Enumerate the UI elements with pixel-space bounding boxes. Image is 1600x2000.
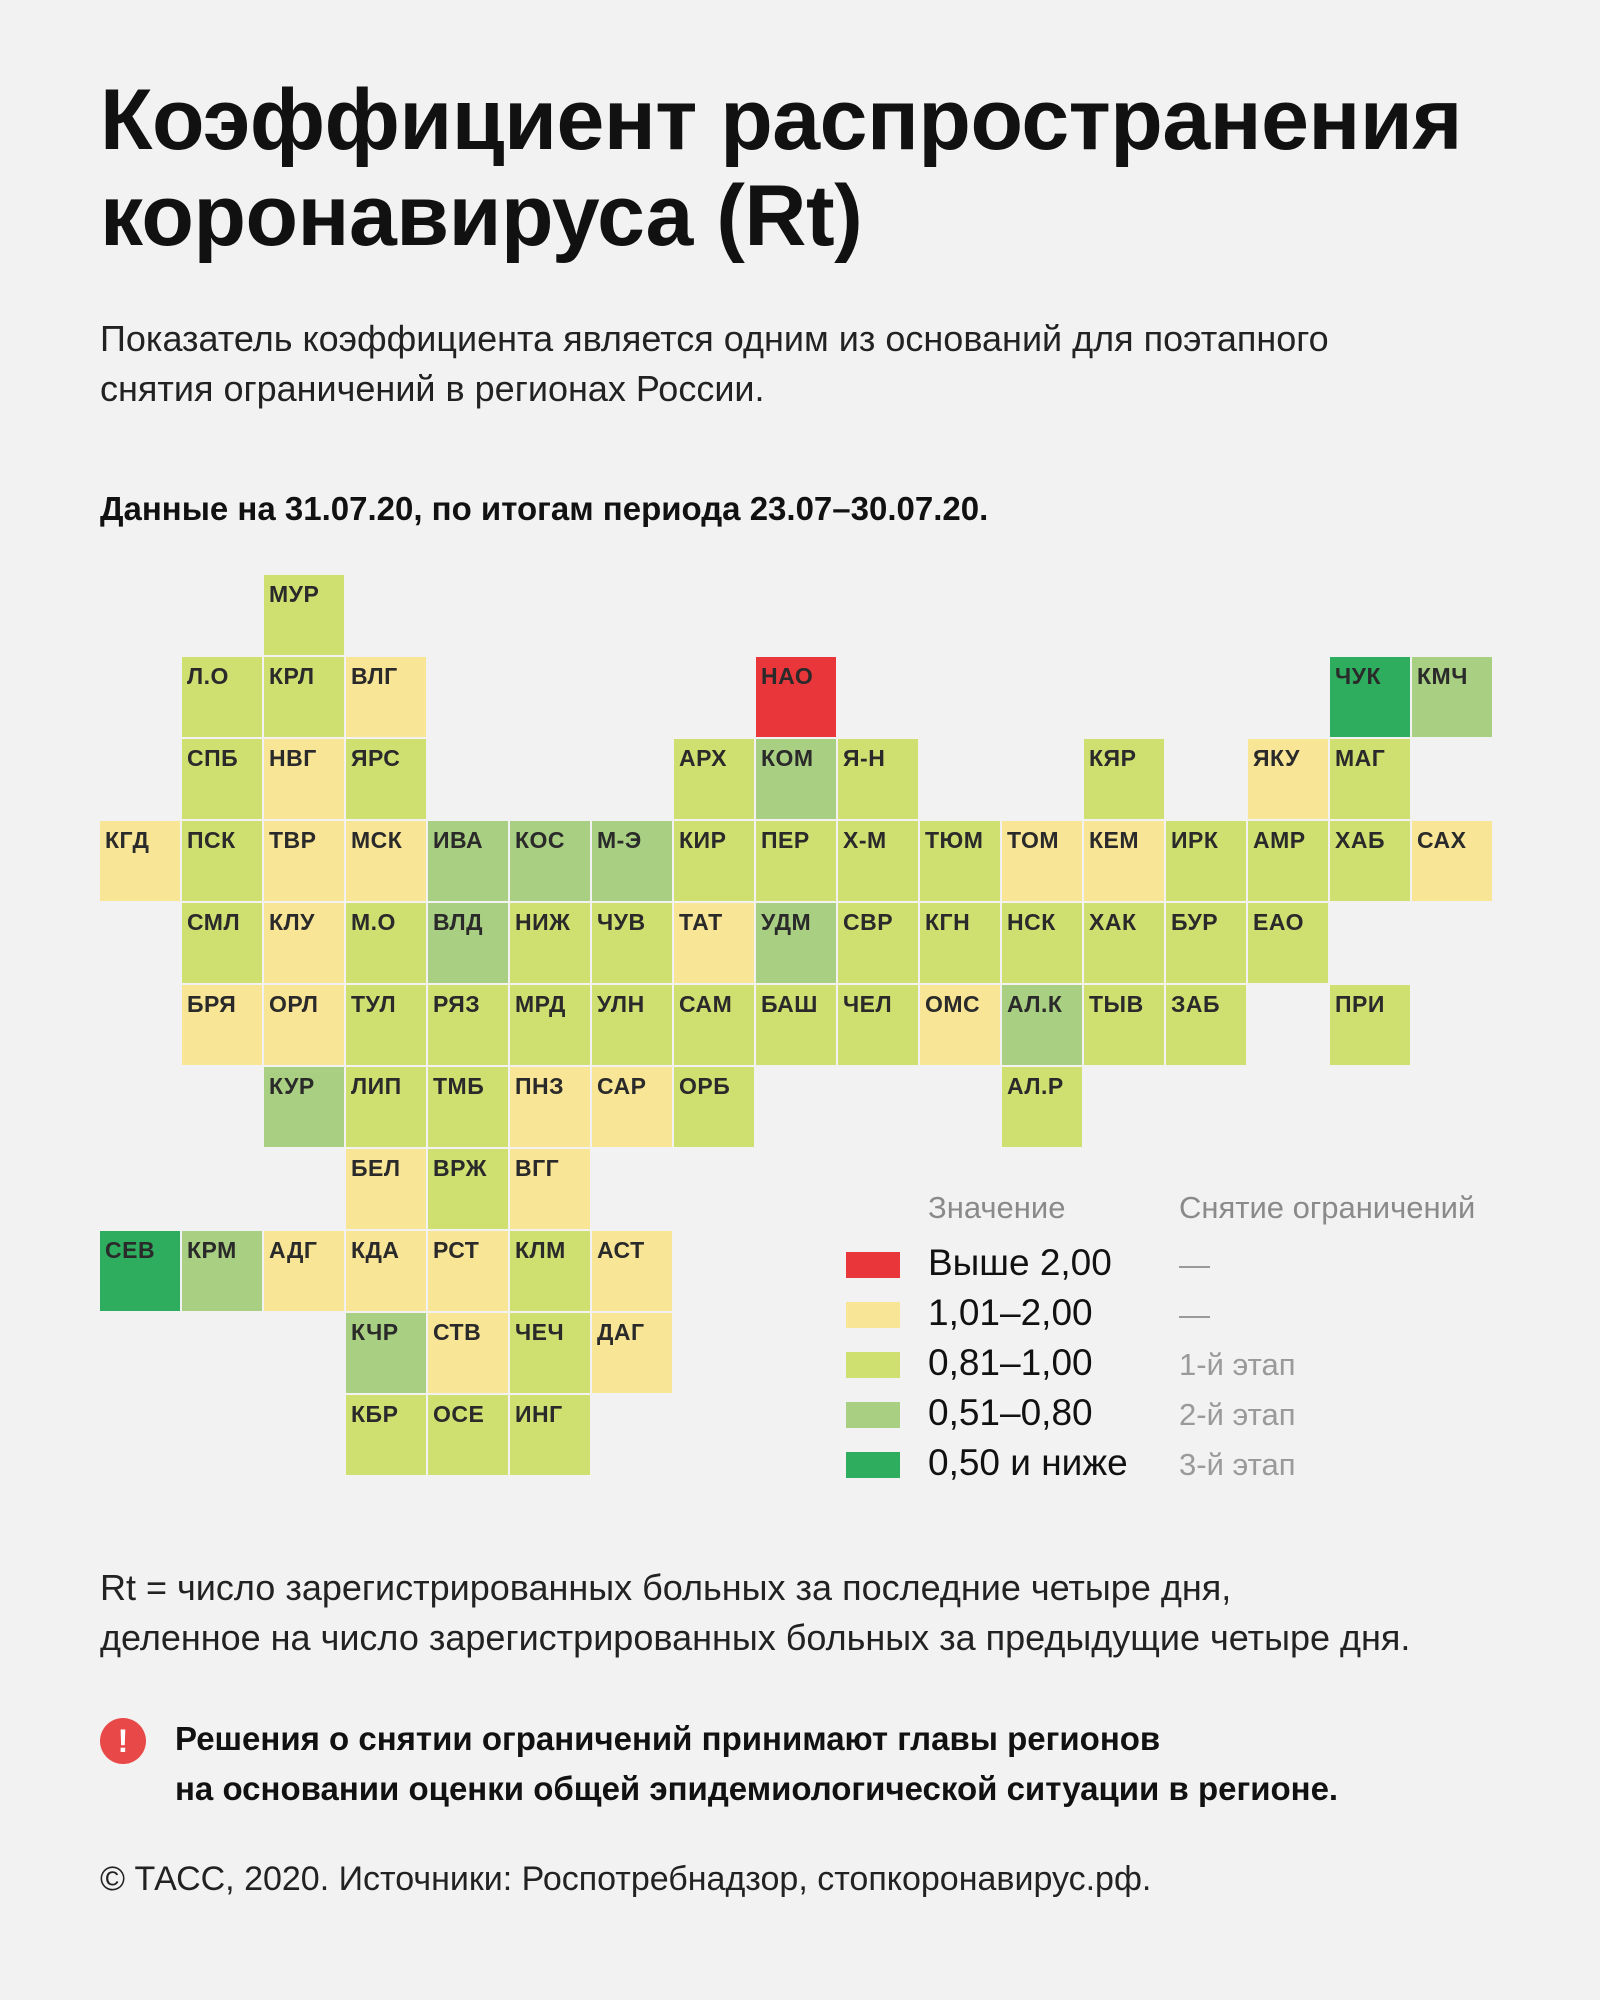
region-code: ВЛГ [351, 663, 398, 689]
region-tile [182, 985, 262, 1065]
legend-value: 0,51–0,80 [928, 1392, 1093, 1433]
region-code: ЧУВ [597, 909, 646, 935]
region-code: ТВР [269, 827, 317, 853]
region-code: СВР [843, 909, 894, 935]
region-code: ОМС [925, 991, 981, 1017]
region-code: ИРК [1171, 827, 1219, 853]
region-tile [592, 985, 672, 1065]
region-tile [182, 903, 262, 983]
region-tile [510, 1395, 590, 1475]
region-code: СПБ [187, 745, 239, 771]
region-tile [592, 821, 672, 901]
legend-value: 0,50 и ниже [928, 1442, 1128, 1483]
region-code: М.О [351, 909, 396, 935]
region-code: ЛИП [351, 1073, 402, 1099]
region-code: ДАГ [597, 1319, 645, 1345]
subtitle [100, 314, 1520, 414]
region-code: ВГГ [515, 1155, 560, 1181]
subtitle-line-2: снятия ограничений в регионах России. [100, 368, 765, 409]
region-tile [510, 821, 590, 901]
region-code: КБР [351, 1401, 399, 1427]
region-code: ВРЖ [433, 1155, 487, 1181]
region-code: ТАТ [679, 909, 723, 935]
region-tile [264, 657, 344, 737]
region-code: КОС [515, 827, 566, 853]
region-code: КГД [105, 827, 150, 853]
legend-swatch-yellowgreen [846, 1352, 900, 1378]
region-tile [182, 657, 262, 737]
region-tile [510, 985, 590, 1065]
region-code: ХАБ [1335, 827, 1385, 853]
region-tile [756, 657, 836, 737]
region-tile [510, 1231, 590, 1311]
region-code: ТУЛ [351, 991, 397, 1017]
data-date-line: Данные на 31.07.20, по итогам периода 23.07–30.07.20. [100, 490, 989, 527]
region-tile [100, 821, 180, 901]
legend-stage: 1-й этап [1179, 1347, 1296, 1382]
region-tile [592, 1231, 672, 1311]
region-tile [1330, 657, 1410, 737]
region-code: ХАК [1089, 909, 1137, 935]
region-tile [346, 739, 426, 819]
legend-stage: — [1179, 1247, 1210, 1282]
region-tile [756, 739, 836, 819]
region-tile [920, 985, 1000, 1065]
region-code: ЧЕЧ [515, 1319, 565, 1345]
region-code: АРХ [679, 745, 727, 771]
region-tile [756, 821, 836, 901]
region-code: НИЖ [515, 909, 571, 935]
region-tile [592, 1067, 672, 1147]
region-code: АМР [1253, 827, 1306, 853]
region-code: НСК [1007, 909, 1056, 935]
region-code: ЗАБ [1171, 991, 1221, 1017]
region-code: ИВА [433, 827, 484, 853]
region-tile [428, 903, 508, 983]
region-code: БУР [1171, 909, 1219, 935]
region-tile [1084, 739, 1164, 819]
region-tile [346, 985, 426, 1065]
region-code: КЕМ [1089, 827, 1140, 853]
region-code: КГН [925, 909, 971, 935]
legend-value: Выше 2,00 [928, 1242, 1112, 1283]
region-tile [1166, 821, 1246, 901]
legend-swatch-yellow [846, 1302, 900, 1328]
region-code: УДМ [761, 909, 812, 935]
legend-row-red [846, 1238, 1566, 1288]
region-tile [920, 903, 1000, 983]
region-code: КМЧ [1417, 663, 1468, 689]
region-tile [1330, 739, 1410, 819]
region-tile [428, 821, 508, 901]
region-tile [674, 1067, 754, 1147]
legend-stage: — [1179, 1297, 1210, 1332]
region-tile [346, 1067, 426, 1147]
region-tile [264, 739, 344, 819]
region-tile [1412, 657, 1492, 737]
region-tile [1084, 985, 1164, 1065]
region-code: СЕВ [105, 1237, 156, 1263]
region-code: БАШ [761, 991, 818, 1017]
region-code: Я-Н [843, 745, 886, 771]
region-code: ТМБ [433, 1073, 485, 1099]
region-tile [428, 1313, 508, 1393]
region-tile [1166, 903, 1246, 983]
region-code: КИР [679, 827, 727, 853]
region-tile [182, 1231, 262, 1311]
region-tile [510, 1149, 590, 1229]
region-code: КУР [269, 1073, 315, 1099]
region-code: ТЫВ [1089, 991, 1144, 1017]
region-code: РСТ [433, 1237, 480, 1263]
rt-formula [100, 1563, 1560, 1663]
region-tile [1002, 903, 1082, 983]
subtitle-line-1: Показатель коэффициента является одним из оснований для поэтапного [100, 318, 1329, 359]
legend-stage: 2-й этап [1179, 1397, 1296, 1432]
region-tile [1084, 903, 1164, 983]
region-tile [838, 821, 918, 901]
region-tile [510, 903, 590, 983]
legend-value: 1,01–2,00 [928, 1292, 1093, 1333]
legend-swatch-red [846, 1252, 900, 1278]
region-code: МУР [269, 581, 320, 607]
region-code: КЛМ [515, 1237, 566, 1263]
legend [846, 1190, 1566, 1490]
region-code: ПНЗ [515, 1073, 565, 1099]
region-code: М-Э [597, 827, 642, 853]
region-tile [592, 903, 672, 983]
region-tile [510, 1313, 590, 1393]
region-tile [1002, 821, 1082, 901]
region-code: СТВ [433, 1319, 482, 1345]
region-tile [264, 903, 344, 983]
region-tile [346, 821, 426, 901]
region-code: ЕАО [1253, 909, 1305, 935]
region-tile [920, 821, 1000, 901]
region-tile [428, 1067, 508, 1147]
region-tile [264, 821, 344, 901]
region-code: БРЯ [187, 991, 237, 1017]
legend-value-header: Значение [928, 1190, 1066, 1225]
region-tile [1330, 821, 1410, 901]
title-line-2: коронавируса (Rt) [100, 168, 863, 264]
region-tile [346, 1231, 426, 1311]
region-code: ОРБ [679, 1073, 731, 1099]
region-code: ПСК [187, 827, 236, 853]
region-code: КОМ [761, 745, 814, 771]
region-code: САР [597, 1073, 647, 1099]
region-tile [428, 1395, 508, 1475]
region-code: ТОМ [1007, 827, 1060, 853]
region-code: АДГ [269, 1237, 318, 1263]
region-code: НАО [761, 663, 814, 689]
region-tile [182, 821, 262, 901]
region-tile [838, 903, 918, 983]
region-tile [1002, 985, 1082, 1065]
title-line-1: Коэффициент распространения [100, 72, 1462, 168]
region-code: ЯКУ [1253, 745, 1300, 771]
region-tile [428, 985, 508, 1065]
region-code: БЕЛ [351, 1155, 401, 1181]
region-tile [674, 821, 754, 901]
region-tile [1002, 1067, 1082, 1147]
region-code: Х-М [843, 827, 887, 853]
region-tile [674, 985, 754, 1065]
region-code: МАГ [1335, 745, 1386, 771]
legend-swatch-lightgreen [846, 1402, 900, 1428]
region-tile [182, 739, 262, 819]
region-tile [756, 985, 836, 1065]
region-code: НВГ [269, 745, 317, 771]
region-code: ИНГ [515, 1401, 563, 1427]
region-code: ВЛД [433, 909, 484, 935]
region-tile [592, 1313, 672, 1393]
region-code: ОСЕ [433, 1401, 485, 1427]
source-footer: © ТАСС, 2020. Источники: Роспотребнадзор, стопкоронавирус.рф. [100, 1860, 1152, 1898]
legend-stage: 3-й этап [1179, 1447, 1296, 1482]
region-code: РЯЗ [433, 991, 481, 1017]
region-tile [428, 1149, 508, 1229]
notice-text [175, 1714, 1555, 1814]
legend-row-lightgreen [846, 1388, 1566, 1438]
region-tile [756, 903, 836, 983]
region-tile [510, 1067, 590, 1147]
region-code: УЛН [597, 991, 645, 1017]
region-code: СМЛ [187, 909, 241, 935]
region-code: АЛ.Р [1007, 1073, 1064, 1099]
region-code: ПРИ [1335, 991, 1385, 1017]
legend-stage-header: Снятие ограничений [1179, 1190, 1476, 1225]
exclamation-icon: ! [100, 1718, 146, 1764]
formula-line-1: Rt = число зарегистрированных больных за последние четыре дня, [100, 1567, 1232, 1608]
region-tile [264, 1067, 344, 1147]
region-tile [1166, 985, 1246, 1065]
region-code: САМ [679, 991, 733, 1017]
region-code: КДА [351, 1237, 400, 1263]
region-code: КЧР [351, 1319, 399, 1345]
region-code: САХ [1417, 827, 1467, 853]
region-code: КРЛ [269, 663, 315, 689]
region-code: ЧЕЛ [843, 991, 893, 1017]
region-code: ЧУК [1335, 663, 1382, 689]
region-code: МРД [515, 991, 566, 1017]
region-code: АСТ [597, 1237, 645, 1263]
region-code: ОРЛ [269, 991, 319, 1017]
legend-value: 0,81–1,00 [928, 1342, 1093, 1383]
legend-row-yellowgreen [846, 1338, 1566, 1388]
notice-line-1: Решения о снятии ограничений принимают главы регионов [175, 1720, 1161, 1757]
region-tile [346, 1395, 426, 1475]
region-tile [838, 985, 918, 1065]
legend-row-yellow [846, 1288, 1566, 1338]
region-tile [1084, 821, 1164, 901]
region-tile [346, 657, 426, 737]
region-code: АЛ.К [1007, 991, 1063, 1017]
legend-row-green [846, 1438, 1566, 1488]
region-tile [1412, 821, 1492, 901]
region-code: КРМ [187, 1237, 237, 1263]
region-code: ТЮМ [925, 827, 984, 853]
region-tile [1330, 985, 1410, 1065]
region-code: КЯР [1089, 745, 1137, 771]
region-code: Л.О [187, 663, 229, 689]
region-code: ПЕР [761, 827, 810, 853]
legend-swatch-green [846, 1452, 900, 1478]
region-tile [264, 985, 344, 1065]
region-tile [264, 575, 344, 655]
notice-line-2: на основании оценки общей эпидемиологической ситуации в регионе. [175, 1770, 1339, 1807]
region-tile [838, 739, 918, 819]
region-tile [674, 903, 754, 983]
region-tile [264, 1231, 344, 1311]
region-tile [1248, 739, 1328, 819]
region-tile [428, 1231, 508, 1311]
region-code: ЯРС [351, 745, 401, 771]
region-tile [346, 1313, 426, 1393]
region-tile [346, 1149, 426, 1229]
formula-line-2: деленное на число зарегистрированных больных за предыдущие четыре дня. [100, 1617, 1411, 1658]
region-tile [1248, 903, 1328, 983]
page-title [100, 72, 1540, 264]
region-tile [674, 739, 754, 819]
region-tile [346, 903, 426, 983]
region-code: КЛУ [269, 909, 315, 935]
region-tile [100, 1231, 180, 1311]
region-code: МСК [351, 827, 403, 853]
region-tile [1248, 821, 1328, 901]
